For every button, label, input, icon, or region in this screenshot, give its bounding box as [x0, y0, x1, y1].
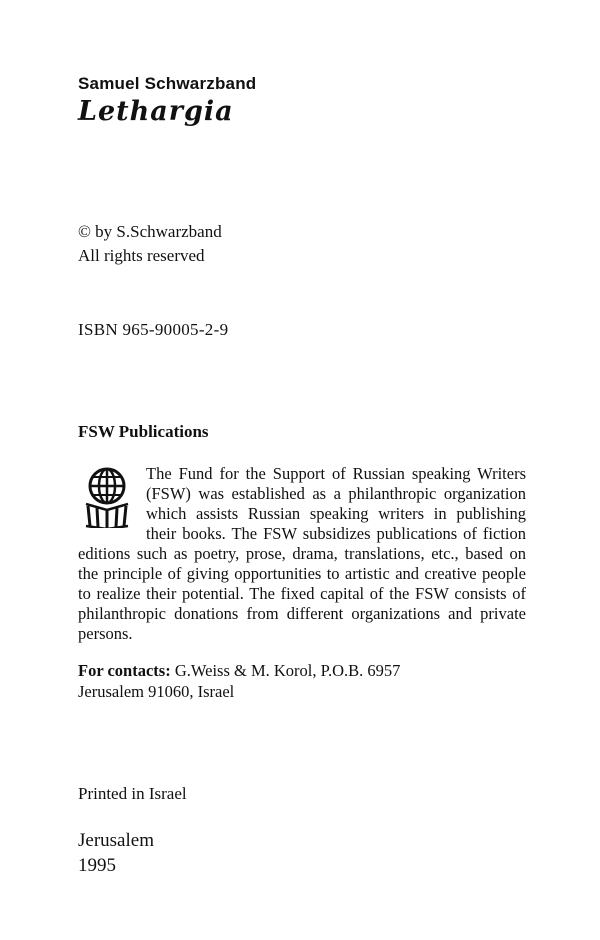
publication-city: Jerusalem — [78, 830, 154, 851]
publisher-paragraph-text: The Fund for the Support of Russian speaking Writers (FSW) was established as a philanthropic organization which assists Russian speaking writers in publishing their books. The FSW subsidizes publications of fiction editions such as poetry, prose, drama, translations, etc., based on the principle of giving opportunities to artistic and creative people to realize their potential. The fixed capital of the FSW consists of philanthropic donations from different organizations and private persons. — [78, 464, 526, 643]
publisher-paragraph — [78, 464, 526, 644]
isbn-line: ISBN 965-90005-2-9 — [78, 320, 229, 339]
publication-year: 1995 — [78, 855, 116, 876]
author-name: Samuel Schwarzband — [78, 74, 257, 93]
contacts-address-line: Jerusalem 91060, Israel — [78, 682, 235, 701]
copyright-line: © by S.Schwarzband — [78, 222, 222, 241]
fsw-globe-logo-icon — [78, 466, 136, 528]
book-copyright-page — [78, 0, 526, 940]
contacts-line — [78, 660, 526, 681]
copyright-block — [78, 220, 526, 268]
contacts-value: G.Weiss & M. Korol, P.O.B. 6957 — [170, 661, 401, 680]
contacts-block — [78, 660, 526, 702]
book-title: Lethargia — [78, 96, 234, 127]
printed-in-line: Printed in Israel — [78, 784, 187, 803]
publisher-heading: FSW Publications — [78, 422, 209, 441]
rights-reserved-line: All rights reserved — [78, 246, 205, 265]
contacts-label: For contacts: — [78, 661, 171, 680]
